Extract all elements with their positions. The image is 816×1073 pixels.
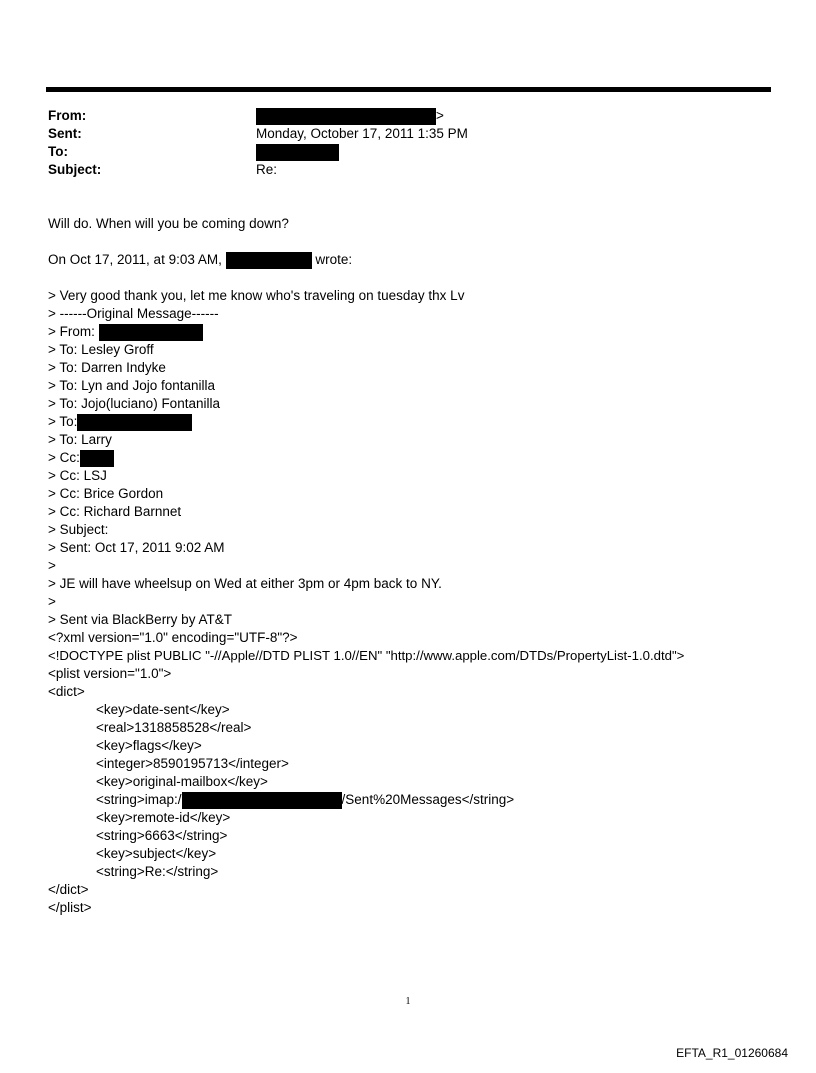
redaction-box	[182, 792, 342, 809]
wrote-prefix: On Oct 17, 2011, at 9:03 AM,	[48, 252, 222, 267]
quoted-line: > To: Jojo(luciano) Fontanilla	[48, 396, 220, 411]
quoted-line: > To: Lesley Groff	[48, 342, 154, 357]
quoted-from-line	[48, 323, 203, 341]
quoted-cc-prefix: > Cc:	[48, 450, 80, 465]
plist-line: </plist>	[48, 900, 92, 915]
redaction-box	[256, 108, 436, 125]
quoted-line: > Sent via BlackBerry by AT&T	[48, 612, 232, 627]
subject-value: Re:	[256, 162, 278, 177]
plist-line: <key>subject</key>	[96, 846, 217, 861]
wrote-line	[48, 251, 352, 269]
to-label: To:	[48, 144, 68, 159]
plist-line: <string>Re:</string>	[96, 864, 219, 879]
sent-value: Monday, October 17, 2011 1:35 PM	[256, 126, 468, 141]
from-value	[256, 107, 444, 125]
quoted-to-line	[48, 413, 192, 431]
quoted-line: > Cc: Richard Barnnet	[48, 504, 182, 519]
plist-line: <key>date-sent</key>	[96, 702, 230, 717]
plist-mailbox-prefix: <string>imap:/	[96, 792, 182, 807]
redaction-box	[226, 252, 312, 269]
plist-line: <!DOCTYPE plist PUBLIC "-//Apple//DTD PLIST 1.0//EN" "http://www.apple.com/DTDs/PropertyList-1.0.dtd">	[48, 648, 685, 663]
quoted-line: > To: Lyn and Jojo fontanilla	[48, 378, 215, 393]
quoted-line: >	[48, 594, 56, 609]
plist-line: <key>remote-id</key>	[96, 810, 231, 825]
plist-mailbox-suffix: /Sent%20Messages</string>	[341, 792, 515, 807]
quoted-line: > JE will have wheelsup on Wed at either 3pm or 4pm back to NY.	[48, 576, 442, 591]
redaction-box	[256, 144, 339, 161]
quoted-from-prefix: > From:	[48, 324, 95, 339]
redaction-box	[80, 450, 114, 467]
redaction-box	[77, 414, 192, 431]
subject-label: Subject:	[48, 162, 102, 177]
wrote-suffix: wrote:	[315, 252, 353, 267]
document-id: EFTA_R1_01260684	[676, 1046, 788, 1060]
plist-mailbox-line	[96, 791, 514, 809]
quoted-line: > Cc: LSJ	[48, 468, 107, 483]
plist-line: <plist version="1.0">	[48, 666, 172, 681]
redaction-box	[99, 324, 203, 341]
header-rule	[46, 87, 771, 92]
plist-line: <?xml version="1.0" encoding="UTF-8"?>	[48, 630, 298, 645]
quoted-to-prefix: > To:	[48, 414, 78, 429]
quoted-line: > Subject:	[48, 522, 109, 537]
plist-line: <dict>	[48, 684, 85, 699]
plist-line: <key>original-mailbox</key>	[96, 774, 268, 789]
from-suffix: >	[436, 108, 444, 123]
quoted-line: > Very good thank you, let me know who's traveling on tuesday thx Lv	[48, 288, 465, 303]
quoted-line: > Cc: Brice Gordon	[48, 486, 164, 501]
plist-line: <key>flags</key>	[96, 738, 202, 753]
plist-line: </dict>	[48, 882, 89, 897]
plist-line: <real>1318858528</real>	[96, 720, 252, 735]
reply-text: Will do. When will you be coming down?	[48, 216, 289, 231]
quoted-line: > To: Larry	[48, 432, 112, 447]
page-number: 1	[405, 996, 411, 1007]
plist-line: <string>6663</string>	[96, 828, 228, 843]
quoted-line: > ------Original Message------	[48, 306, 219, 321]
from-label: From:	[48, 108, 87, 123]
plist-line: <integer>8590195713</integer>	[96, 756, 289, 771]
quoted-cc-line	[48, 449, 114, 467]
quoted-line: > Sent: Oct 17, 2011 9:02 AM	[48, 540, 225, 555]
to-value	[256, 143, 339, 161]
quoted-line: > To: Darren Indyke	[48, 360, 166, 375]
sent-label: Sent:	[48, 126, 82, 141]
quoted-line: >	[48, 558, 56, 573]
